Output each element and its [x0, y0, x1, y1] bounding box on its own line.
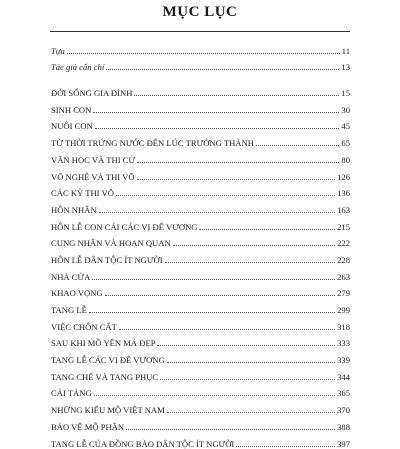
dot-leader [99, 212, 336, 213]
toc-entry-title: VÕ NGHỆ VÀ THI VÕ [51, 171, 135, 182]
toc-entry-page-number: 397 [337, 438, 350, 449]
toc-entry [51, 432, 350, 449]
dot-leader [236, 446, 335, 447]
dot-leader [137, 162, 339, 163]
dot-leader [105, 295, 335, 296]
dot-leader [95, 128, 340, 129]
dot-leader [106, 69, 339, 70]
toc-entry [51, 81, 350, 98]
header-divider [50, 31, 350, 32]
toc-entry-title: CẢI TÁNG [51, 388, 92, 399]
toc-entry-title: TANG LỄ [51, 305, 87, 315]
toc-entry [51, 131, 350, 148]
dot-leader [89, 312, 335, 313]
toc-entry [51, 348, 350, 365]
toc-entry-title: SINH CON [51, 104, 92, 115]
toc-entry [51, 415, 350, 432]
toc-entry-page-number: 318 [337, 321, 350, 332]
toc-entry [51, 165, 350, 182]
toc-entry-page-number: 344 [337, 371, 350, 382]
toc-entry [51, 332, 350, 349]
toc-entry-page-number: 339 [337, 355, 350, 366]
dot-leader [119, 329, 335, 330]
toc-entry [51, 148, 350, 165]
toc-entry [51, 115, 350, 132]
dot-leader [167, 362, 335, 363]
toc-entry-page-number: 222 [337, 238, 350, 249]
toc-entry-page-number: 279 [337, 288, 350, 299]
toc-entry [51, 98, 350, 115]
toc-entry-page-number: 80 [341, 154, 350, 165]
dot-leader [116, 195, 335, 196]
toc-entry-page-number: 370 [337, 405, 350, 416]
dot-leader [167, 412, 335, 413]
toc-entry-title: TANG LỄ CÁC VỊ ĐẾ VƯƠNG [51, 355, 165, 366]
toc-entry [51, 315, 350, 332]
toc-entry-title: Tác giả cẩn chí [51, 62, 105, 73]
dot-leader [93, 112, 339, 113]
toc-entry-title: NHỮNG KIỂU MỘ VIỆT NAM [51, 405, 165, 416]
dot-leader [92, 279, 335, 280]
toc-entry-page-number: 15 [341, 88, 350, 99]
toc-entry [51, 198, 350, 215]
toc-entry-title: CUNG NHÂN VÀ HOẠN QUAN [51, 238, 171, 249]
toc-entry-page-number: 215 [337, 221, 350, 232]
dot-leader [199, 229, 335, 230]
table-of-contents [51, 39, 350, 449]
toc-entry [51, 215, 350, 232]
toc-entry [51, 265, 350, 282]
toc-entry-page-number: 30 [341, 104, 350, 115]
toc-entry-title: VĂN HỌC VÀ THI CỬ [51, 154, 136, 165]
toc-entry-title: BẢO VỆ MỘ PHẦN [51, 421, 125, 432]
toc-entry-page-number: 13 [341, 62, 350, 73]
toc-entry-page-number: 299 [337, 305, 350, 315]
toc-entry-page-number: 163 [337, 204, 350, 215]
toc-entry [51, 56, 350, 73]
toc-entry-page-number: 228 [337, 254, 350, 265]
dot-leader [126, 429, 335, 430]
toc-entry-page-number: 263 [337, 271, 350, 282]
toc-entry-title: TANG LỄ CỦA ĐỒNG BÀO DÂN TỘC ÍT NGƯỜI [51, 438, 235, 449]
toc-entry [51, 248, 350, 265]
dot-leader [256, 145, 339, 146]
toc-entry-title: TỪ THỜI TRỨNG NƯỚC ĐẾN LÚC TRƯỞNG THÀNH [51, 138, 254, 149]
dot-leader [134, 95, 339, 96]
dot-leader [137, 179, 336, 180]
toc-entry-page-number: 11 [341, 45, 350, 56]
dot-leader [94, 395, 335, 396]
toc-entry-page-number: 45 [341, 121, 350, 132]
dot-leader [173, 245, 335, 246]
toc-entry [51, 182, 350, 199]
toc-entry-title: VIỆC CHÔN CẤT [51, 321, 117, 332]
toc-entry [51, 282, 350, 299]
toc-entry [51, 382, 350, 399]
toc-entry-title: HÔN NHÂN [51, 204, 97, 215]
toc-entry-title: TANG CHẾ VÀ TANG PHỤC [51, 371, 159, 382]
toc-entry-page-number: 126 [337, 171, 350, 182]
toc-entry [51, 398, 350, 415]
toc-entry-title: NHÀ CỬA [51, 271, 91, 282]
toc-entry-title: Tựa [51, 45, 65, 56]
toc-entry [51, 298, 350, 315]
toc-entry-page-number: 365 [337, 388, 350, 399]
toc-entry-title: HÔN LỄ CON CÁI CÁC VỊ ĐẾ VƯƠNG [51, 221, 198, 232]
toc-entry-title: SAU KHI MỒ YÊN MẢ ĐẸP [51, 338, 156, 349]
toc-entry [51, 39, 350, 56]
toc-entry [51, 232, 350, 249]
dot-leader [160, 379, 335, 380]
toc-entry [51, 365, 350, 382]
dot-leader [67, 53, 340, 54]
toc-entry-title: KHAO VỌNG [51, 288, 103, 299]
toc-entry-title: NUÔI CON [51, 121, 93, 132]
toc-entry-page-number: 333 [337, 338, 350, 349]
toc-entry-page-number: 136 [337, 188, 350, 199]
toc-entry-title: ĐỜI SỐNG GIA ĐÌNH [51, 88, 133, 99]
dot-leader [157, 345, 335, 346]
toc-entry-page-number: 65 [341, 138, 350, 149]
dot-leader [165, 262, 335, 263]
toc-entry-title: CÁC KỲ THI VÕ [51, 188, 114, 199]
toc-entry-page-number: 388 [337, 421, 350, 432]
page-title: MỤC LỤC [162, 4, 238, 20]
toc-entry-title: HÔN LỄ DÂN TỘC ÍT NGƯỜI [51, 254, 163, 265]
